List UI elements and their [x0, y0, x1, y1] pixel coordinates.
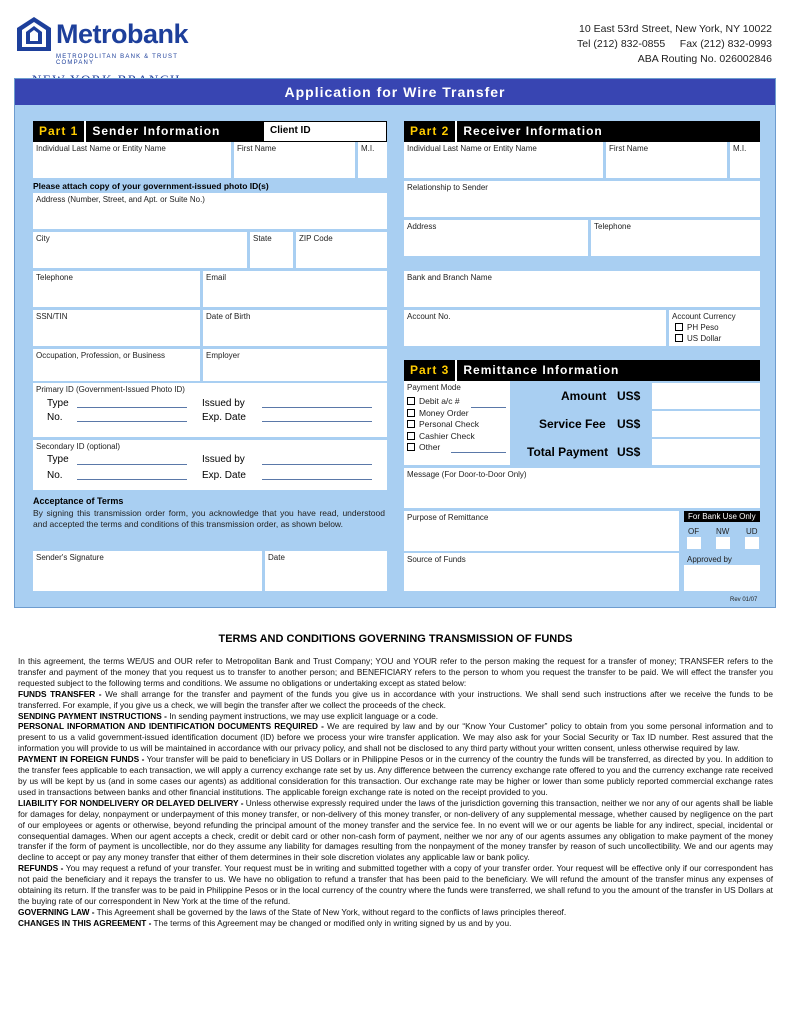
part3-number: Part 3 — [404, 360, 457, 381]
account-no-field[interactable] — [404, 310, 666, 346]
amount-label: Amount — [561, 389, 607, 403]
service-fee-label: Service Fee — [539, 417, 606, 431]
terms-text: You may request a refund of your transfer. Your request must be in writing and submitted together with a copy of your transfer order. Your request will be effective only if our correspondent has not paid the beneficiary and it repays the transfer to us. We have no obligation to refund a transfer that has been paid to the beneficiary. We will refund the amount of the transfer minus any expenses of obtaining its return. If the transfer was to be paid in Philippine Pesos or in the local currency of the country where the funds were transferred, we shall refund to you the amount of the transfer in US Dollars at the buying rate of our correspondent in New York at the time of the refund. — [18, 863, 773, 906]
total-payment-input[interactable] — [652, 439, 760, 465]
sender-ssn-label: SSN/TIN — [36, 312, 68, 321]
amount-input[interactable] — [652, 383, 760, 409]
part1-title: Sender Information — [92, 124, 221, 138]
terms-section — [18, 798, 773, 863]
php-option-label: PH Peso — [687, 323, 719, 332]
client-id-label: Client ID — [270, 125, 311, 136]
debit-account-input[interactable] — [471, 407, 506, 408]
cashier-check-checkbox[interactable] — [407, 432, 415, 440]
receiver-mi-field[interactable] — [730, 142, 760, 178]
primary-id-label: Primary ID (Government-Issued Photo ID) — [36, 385, 185, 394]
secondary-id-issued-by-label: Issued by — [202, 454, 245, 465]
bank-use-code-ud: UD — [746, 527, 758, 536]
receiver-telephone-label: Telephone — [594, 222, 631, 231]
terms-title: TERMS AND CONDITIONS GOVERNING TRANSMISSION OF FUNDS — [218, 633, 573, 645]
part3-title: Remittance Information — [463, 363, 620, 377]
currency-option-usd[interactable] — [675, 334, 757, 343]
form-title: Application for Wire Transfer — [15, 79, 775, 105]
bank-use-ud-box[interactable] — [745, 537, 759, 549]
sender-state-field[interactable] — [250, 232, 293, 268]
receiver-address-label: Address — [407, 222, 437, 231]
terms-text: Your transfer will be paid to beneficiary in US Dollars or in Philippine Pesos or in the currency of the country the funds will be transferred, as directed by you. In addition to the transfer fees applicable to each transaction, we will apply a currency exchange rate set by us. Any difference between the currency exchange rate offered to you and the currency exchange rate received by us will be kept by us (and in some cases our agents) as additional consideration for this transaction. Our exchange rate may be higher or lower than some publicly reported commercial exchange rates used in transactions between banks and other financial institutions. The applicable foreign exchange rate is noted on the receipt provided to you. — [18, 754, 774, 797]
sender-state-label: State — [253, 234, 272, 243]
bank-branch-label: Bank and Branch Name — [407, 273, 492, 282]
secondary-id-no-label: No. — [47, 470, 63, 481]
client-id-field[interactable] — [263, 121, 387, 142]
part2-title: Receiver Information — [463, 124, 603, 138]
sender-last-name-label: Individual Last Name or Entity Name — [36, 144, 166, 153]
acceptance-text: By signing this transmission order form, you acknowledge that you have read, understood and accepted the terms and conditions of this transmission order, as shown below. — [33, 508, 385, 529]
terms-text: Unless otherwise expressly required under the laws of the jurisdiction governing this transaction, neither we nor any of our agents shall be liable for damages for delay, nonpayment or underpayment of this money transfer, or non-delivery of this money transfer, or non-delivery of any supplemental message, whether caused by negligence on the part of our employees or agents or otherwise, beyond refunding the principal amount of the money transfer and the service fee. In no event will we or our agents be liable for any indirect, special, incidental or consequential damages. When our agent accepts a check, credit or debit card or other non-cash form of payment, neither we nor any of our agents assumes any obligation to make payment of the money transfer if the form of payment is uncollectible, nor do they assume any liability for damages resulting from the nonpayment of the money transfer by reason of such uncollectibility. We and our agents may decline to accept or pay any money transfer that either of them determines in their sole discretion violates any applicable law or bank policy. — [18, 797, 773, 863]
terms-section — [18, 754, 773, 798]
sender-signature-label: Sender's Signature — [36, 553, 104, 562]
sender-email-label: Email — [206, 273, 227, 282]
part1-header — [33, 121, 263, 142]
sender-last-name-field[interactable] — [33, 142, 231, 178]
sender-city-label: City — [36, 234, 50, 243]
account-no-label: Account No. — [407, 312, 451, 321]
sender-date-label: Date — [268, 553, 285, 562]
source-of-funds-field[interactable] — [404, 553, 679, 591]
terms-text: We are required by law and by our “Know Your Customer” policy to obtain from you some personal information and to present to us a valid government-issued identification document (ID) before we process your wire transfer application. We may also ask for your Social Security or Tax ID number. Rest assured that the information you will provide to us will be maintained in accordance with our privacy policy, and shall not be disclosed to any third party without your written consent, unless otherwise required by law. — [18, 721, 773, 754]
payment-mode-label: Payment Mode — [407, 383, 461, 392]
terms-section — [18, 907, 773, 918]
part3-header — [404, 360, 760, 381]
primary-id-issued-by-label: Issued by — [202, 398, 245, 409]
address-line: 10 East 53rd Street, New York, NY 10022 — [578, 23, 772, 35]
sender-zip-field[interactable] — [296, 232, 387, 268]
receiver-mi-label: M.I. — [733, 144, 747, 153]
amount-currency: US$ — [617, 389, 641, 403]
payment-mode-money-order[interactable] — [407, 408, 507, 420]
terms-heading: REFUNDS - — [18, 863, 64, 874]
terms-heading: PERSONAL INFORMATION AND IDENTIFICATION DOCUMENTS REQUIRED - — [18, 721, 324, 732]
personal-check-label: Personal Check — [419, 419, 480, 429]
approved-by-label: Approved by — [687, 555, 732, 564]
sender-ssn-field[interactable] — [33, 310, 200, 346]
sender-telephone-field[interactable] — [33, 271, 200, 307]
money-order-label: Money Order — [419, 407, 469, 418]
message-field[interactable] — [404, 468, 760, 508]
primary-id-exp-date-label: Exp. Date — [202, 412, 246, 423]
purpose-field[interactable] — [404, 511, 679, 551]
other-checkbox[interactable] — [407, 443, 415, 451]
account-currency-field — [669, 310, 760, 346]
bank-name: Metrobank — [56, 19, 189, 49]
bank-use-code-of: OF — [688, 527, 700, 536]
primary-id-no-label: No. — [47, 412, 63, 423]
secondary-id-type-input[interactable] — [77, 464, 187, 465]
relationship-label: Relationship to Sender — [407, 183, 488, 192]
debit-checkbox[interactable] — [407, 397, 415, 405]
message-label: Message (For Door-to-Door Only) — [407, 470, 527, 479]
cashier-check-label: Cashier Check — [419, 430, 475, 441]
sender-zip-label: ZIP Code — [299, 234, 333, 243]
bank-use-of-box[interactable] — [687, 537, 701, 549]
photo-id-note: Please attach copy of your government-issued photo ID(s) — [33, 181, 269, 191]
sender-city-field[interactable] — [33, 232, 247, 268]
secondary-id-block — [33, 440, 387, 490]
other-mode-input[interactable] — [451, 452, 506, 453]
service-fee-input[interactable] — [652, 411, 760, 437]
primary-id-issued-by-input[interactable] — [262, 407, 372, 408]
acceptance-title: Acceptance of Terms — [33, 496, 124, 506]
secondary-id-exp-date-input[interactable] — [262, 479, 372, 480]
bank-logo — [16, 16, 216, 72]
sender-dob-label: Date of Birth — [206, 312, 251, 321]
primary-id-block — [33, 383, 387, 437]
terms-heading: GOVERNING LAW - — [18, 906, 95, 917]
bank-subtitle: METROPOLITAN BANK & TRUST COMPANY — [56, 54, 179, 66]
payment-mode-debit[interactable] — [407, 396, 507, 408]
secondary-id-type-label: Type — [47, 454, 69, 465]
terms-section — [18, 721, 773, 754]
terms-section — [18, 918, 773, 929]
sender-email-field[interactable] — [203, 271, 387, 307]
terms-section — [18, 863, 773, 907]
other-label: Other — [419, 442, 441, 452]
receiver-address-field[interactable] — [404, 220, 588, 256]
sender-first-name-label: First Name — [237, 144, 277, 153]
bank-use-nw-box[interactable] — [716, 537, 730, 549]
terms-heading: PAYMENT IN FOREIGN FUNDS - — [18, 754, 145, 765]
part1-number: Part 1 — [33, 121, 86, 142]
terms-heading: LIABILITY FOR NONDELIVERY OR DELAYED DELIVERY - — [18, 797, 244, 808]
wire-transfer-form — [14, 78, 776, 608]
receiver-first-name-field[interactable] — [606, 142, 727, 178]
receiver-last-name-label: Individual Last Name or Entity Name — [407, 144, 537, 153]
terms-text: The terms of this Agreement may be changed or modified only in writing signed by us and by you. — [153, 917, 512, 928]
terms-text: In sending payment instructions, we may use explicit language or a code. — [169, 710, 439, 721]
total-payment-currency: US$ — [617, 445, 641, 459]
account-currency-label: Account Currency — [672, 312, 736, 321]
sender-occupation-label: Occupation, Profession, or Business — [36, 351, 165, 360]
relationship-field[interactable] — [404, 181, 760, 217]
bank-use-code-nw: NW — [716, 527, 730, 536]
usd-option-label: US Dollar — [687, 334, 722, 343]
terms-section — [18, 689, 773, 711]
form-revision: Rev 01/07 — [730, 597, 758, 603]
personal-check-checkbox[interactable] — [407, 420, 415, 428]
sender-dob-field[interactable] — [203, 310, 387, 346]
sender-address-field[interactable] — [33, 193, 387, 229]
sender-mi-field[interactable] — [358, 142, 387, 178]
total-payment-label: Total Payment — [527, 445, 609, 459]
primary-id-type-label: Type — [47, 398, 69, 409]
payment-mode-personal-check[interactable] — [407, 419, 507, 431]
receiver-first-name-label: First Name — [609, 144, 649, 153]
terms-text: We shall arrange for the transfer and payment of the funds you give us in accordance with your instructions. We shall send such instructions after we receive the funds to be transferred. For example, if you give us a check, we will begin the transfer after we collect the proceeds of the check. — [18, 688, 774, 710]
sender-mi-label: M.I. — [361, 144, 375, 153]
aba-line: ABA Routing No. 026002846 — [637, 53, 772, 65]
approved-by-input[interactable] — [684, 565, 760, 591]
terms-heading: FUNDS TRANSFER - — [18, 688, 102, 699]
debit-label: Debit a/c # — [419, 396, 460, 406]
terms-body — [18, 656, 773, 929]
sender-date-field[interactable] — [265, 551, 387, 591]
bank-use-header: For Bank Use Only — [684, 511, 760, 522]
sender-telephone-label: Telephone — [36, 273, 73, 282]
terms-text: This Agreement shall be governed by the laws of the State of New York, without regard to the conflicts of laws principles thereof. — [96, 906, 567, 917]
primary-id-no-input[interactable] — [77, 421, 187, 422]
phone-line: Tel (212) 832-0855 Fax (212) 832-0993 — [577, 38, 772, 50]
secondary-id-label: Secondary ID (optional) — [36, 442, 121, 451]
sender-employer-field[interactable] — [203, 349, 387, 381]
sender-occupation-field[interactable] — [33, 349, 200, 381]
secondary-id-issued-by-input[interactable] — [262, 464, 372, 465]
source-label: Source of Funds — [407, 555, 466, 564]
terms-intro: In this agreement, the terms WE/US and OUR refer to Metropolitan Bank and Trust Company; YOU and YOUR refer to the person making the request for a transfer of money; TRANSFER refers to the transfer and payment of the money that you request us to transfer to another person; and BENEFICIARY refers to the person to whom you request the transfer to be paid. We will effect the transfer you requested subject to the following terms and conditions. We assume no obligations or undertaking except as stated below: — [18, 656, 773, 688]
sender-first-name-field[interactable] — [234, 142, 355, 178]
primary-id-exp-date-input[interactable] — [262, 421, 372, 422]
part2-number: Part 2 — [404, 121, 457, 142]
receiver-last-name-field[interactable] — [404, 142, 603, 178]
payment-mode-cashier-check[interactable] — [407, 431, 507, 443]
purpose-label: Purpose of Remittance — [407, 513, 489, 522]
sender-signature-field[interactable] — [33, 551, 262, 591]
metrobank-logo-icon — [16, 16, 52, 52]
sender-address-label: Address (Number, Street, and Apt. or Suite No.) — [36, 195, 205, 204]
money-order-checkbox[interactable] — [407, 409, 415, 417]
usd-checkbox[interactable] — [675, 334, 683, 342]
secondary-id-no-input[interactable] — [77, 479, 187, 480]
secondary-id-exp-date-label: Exp. Date — [202, 470, 246, 481]
currency-option-php[interactable] — [675, 323, 757, 332]
service-fee-currency: US$ — [617, 417, 641, 431]
terms-section — [18, 711, 773, 722]
bank-address-block — [577, 22, 772, 67]
terms-heading: CHANGES IN THIS AGREEMENT - — [18, 917, 152, 928]
primary-id-type-input[interactable] — [77, 407, 187, 408]
terms-heading: SENDING PAYMENT INSTRUCTIONS - — [18, 710, 167, 721]
sender-employer-label: Employer — [206, 351, 240, 360]
receiver-telephone-field[interactable] — [591, 220, 760, 256]
php-checkbox[interactable] — [675, 323, 683, 331]
bank-branch-field[interactable] — [404, 271, 760, 307]
part2-header — [404, 121, 760, 142]
